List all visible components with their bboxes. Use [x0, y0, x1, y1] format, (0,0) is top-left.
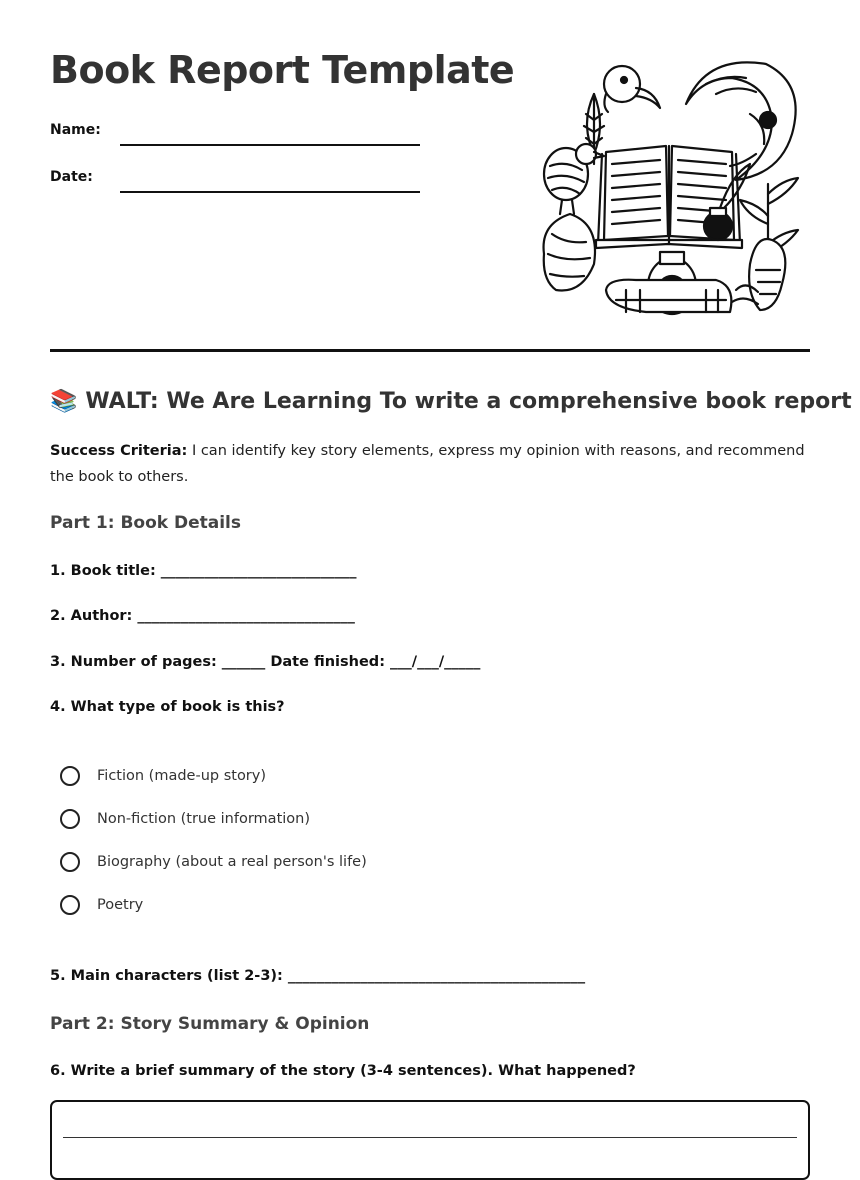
date-label: Date:: [50, 169, 93, 185]
option-biography[interactable]: [60, 850, 367, 874]
summary-answer-box[interactable]: [50, 1100, 810, 1180]
question-book-type: 4. What type of book is this?: [50, 699, 285, 715]
option-non-fiction-label: Non-fiction (true information): [97, 811, 310, 827]
part2-heading: Part 2: Story Summary & Opinion: [50, 1014, 370, 1034]
walt-text: WALT: We Are Learning To write a comprehensive book report: [85, 389, 852, 414]
success-criteria-text: I can identify key story elements, express my opinion with reasons, and recommend the book to others.: [50, 443, 805, 485]
option-non-fiction[interactable]: [60, 807, 310, 831]
option-biography-label: Biography (about a real person's life): [97, 854, 367, 870]
walt-heading: [50, 389, 852, 414]
name-input-line[interactable]: [120, 144, 420, 146]
answer-line: [63, 1137, 797, 1138]
option-poetry-label: Poetry: [97, 897, 144, 913]
radio-non-fiction[interactable]: [60, 809, 80, 829]
header-divider: [50, 349, 810, 352]
option-poetry[interactable]: [60, 893, 143, 917]
question-pages-date[interactable]: 3. Number of pages: ______ Date finished: ___/___/_____: [50, 654, 481, 670]
page-title: Book Report Template: [50, 48, 515, 92]
question-main-characters[interactable]: 5. Main characters (list 2-3): _________________________________________: [50, 968, 586, 984]
radio-fiction[interactable]: [60, 766, 80, 786]
radio-biography[interactable]: [60, 852, 80, 872]
books-icon: 📚: [50, 389, 78, 414]
part1-heading: Part 1: Book Details: [50, 513, 242, 533]
option-fiction-label: Fiction (made-up story): [97, 768, 267, 784]
question-author[interactable]: 2. Author: ______________________________: [50, 608, 355, 624]
question-book-title[interactable]: 1. Book title: ___________________________: [50, 563, 357, 579]
name-label: Name:: [50, 122, 101, 138]
success-criteria: [50, 438, 810, 490]
success-criteria-label: Success Criteria:: [50, 443, 188, 459]
option-fiction[interactable]: [60, 764, 266, 788]
book-illustration: [536, 54, 806, 319]
radio-poetry[interactable]: [60, 895, 80, 915]
date-input-line[interactable]: [120, 191, 420, 193]
question-summary: 6. Write a brief summary of the story (3-4 sentences). What happened?: [50, 1063, 636, 1079]
